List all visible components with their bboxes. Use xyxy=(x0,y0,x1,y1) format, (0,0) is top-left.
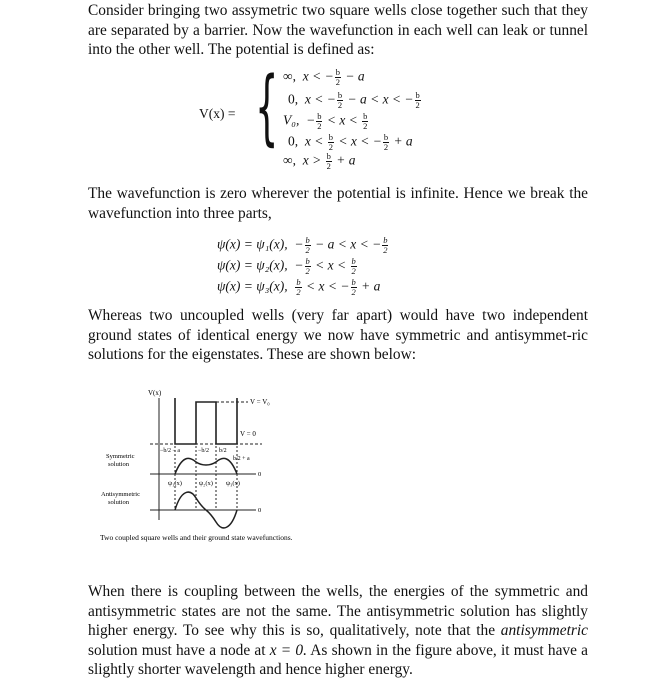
wave-eq-row-3: ψ(x) = ψ₃(x), $\frac{b}{2}$ < x < − $\frac{b}{2}$ + a xyxy=(217,277,381,297)
final-text-a: When there is coupling between the wells, the energies of the symmetric and antisymmetric states are not the same. The antisymmetric solution has slightly higher energy. To see why this is so, qualitatively, note that the xyxy=(88,583,588,639)
final-paragraph xyxy=(88,582,588,680)
antisymmetric-label-1: Antisymmetric xyxy=(101,491,140,498)
potential-case-3: V₀, − $\frac{b}{2}$ < x < $\frac{b}{2}$ xyxy=(283,111,368,131)
tick-left-outer: −b/2 − a xyxy=(160,448,181,454)
final-text-italic: antisymmetric xyxy=(500,622,588,639)
potential-lhs: V(x) = xyxy=(199,106,236,121)
v-eq-v0-label: V = V₀ xyxy=(250,398,270,406)
symmetric-label-1: Symmetric xyxy=(106,453,135,460)
zero-label-symmetric: 0 xyxy=(258,471,262,478)
intro-text: Consider bringing two assymetric two square wells close together such that they are separated by a barrier. Now the wavefunction in each well can leak or tunnel into the other well. The potential is defined as: xyxy=(88,2,588,58)
tick-right-outer: b/2 + a xyxy=(233,456,250,462)
final-text-x0: x = 0. xyxy=(269,641,307,659)
potential-case-2: 0, x < − $\frac{b}{2}$ − a < x < − $\frac{b}{2}$ xyxy=(288,90,420,110)
v-eq-0-label: V = 0 xyxy=(240,430,256,438)
tick-right-inner: b/2 xyxy=(219,448,227,454)
wave-eq-row-2: ψ(x) = ψ₂(x), − $\frac{b}{2}$ < x < $\frac{b}{2}$ xyxy=(217,256,356,276)
potential-case-1: ∞, x < − $\frac{b}{2}$ − a xyxy=(283,67,365,87)
tick-left-inner: −b/2 xyxy=(198,448,210,454)
wave-eq-row-1: ψ(x) = ψ₁(x), − $\frac{b}{2}$ − a < x < − $\frac{b}{2}$ xyxy=(217,235,388,255)
psi2-label: ψ₂(x) xyxy=(199,480,213,487)
zero-label-antisymmetric: 0 xyxy=(258,507,262,514)
symmetric-label-2: solution xyxy=(108,461,129,468)
left-brace: { xyxy=(255,60,279,155)
potential-case-4: 0, x < $\frac{b}{2}$ < x < − $\frac{b}{2}$ + a xyxy=(288,132,413,152)
potential-case-5: ∞, x > $\frac{b}{2}$ + a xyxy=(283,151,356,171)
antisymmetric-label-2: solution xyxy=(108,499,129,506)
middle-text: The wavefunction is zero wherever the potential is infinite. Hence we break the wavefunction into three parts, xyxy=(88,185,588,222)
symmetric-wave xyxy=(175,458,237,474)
well-potential xyxy=(175,398,237,444)
whereas-text: Whereas two uncoupled wells (very far apart) would have two independent ground states of identical energy we now have symmetric and antisymmet-ric solutions for the eigenstates. These are shown below: xyxy=(88,307,588,363)
final-text-b: solution must have a node at xyxy=(88,641,266,659)
psi1-label: ψ₁(x) xyxy=(168,480,182,487)
y-axis-label: V(x) xyxy=(148,389,162,397)
final-text-c: As shown in the figure above, it must have a slightly shorter wavelength and hence higher energy. xyxy=(88,641,588,678)
figure-caption: Two coupled square wells and their ground state wavefunctions. xyxy=(100,533,293,542)
psi3-label: ψ₃(x) xyxy=(226,480,240,487)
